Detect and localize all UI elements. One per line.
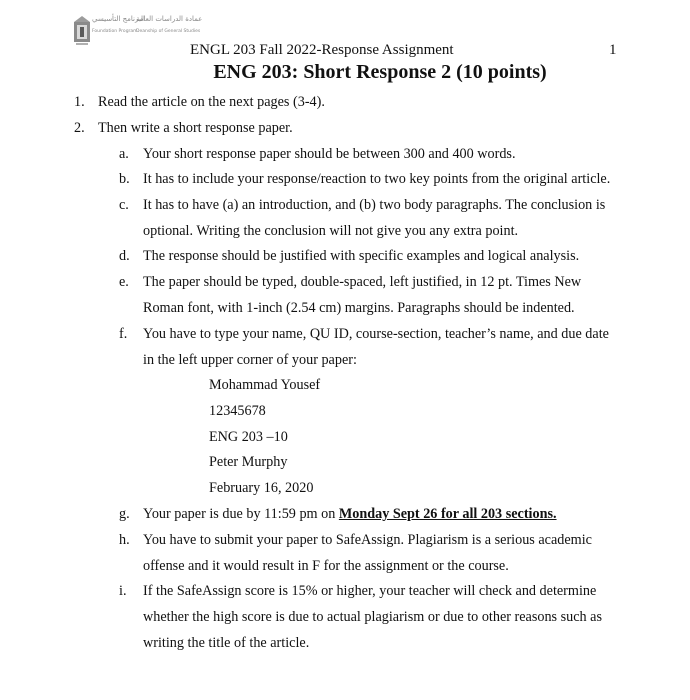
item-b-line-1: It has to include your response/reaction to two key points from the original article. — [143, 171, 611, 187]
item-i-line-2: whether the high score is due to actual plagiarism or due to other reasons such as — [143, 609, 602, 625]
example-teacher-name: Peter Murphy — [209, 454, 288, 470]
item-c-line-2: optional. Writing the conclusion will not give you any extra point. — [143, 223, 519, 239]
item-i-line-1: If the SafeAssign score is 15% or higher, your teacher will check and determine — [143, 583, 597, 599]
item-e-marker: e. — [119, 274, 129, 290]
logo-english-right: Deanship of General Studies — [136, 29, 201, 34]
logo-arabic-right: عمادة الدراسات العامة — [136, 15, 203, 23]
item-g-marker: g. — [119, 506, 130, 522]
item-f-marker: f. — [119, 326, 128, 342]
item-e-line-1: The paper should be typed, double-spaced, left justified, in 12 pt. Times New — [143, 274, 582, 290]
example-due-date: February 16, 2020 — [209, 480, 314, 496]
university-logo — [74, 14, 203, 54]
running-head: ENGL 203 Fall 2022-Response Assignment — [190, 42, 454, 58]
item-h-marker: h. — [119, 532, 130, 548]
item-f-line-1: You have to type your name, QU ID, course-section, teacher’s name, and due date — [143, 326, 609, 342]
example-course-section: ENG 203 –10 — [209, 429, 288, 445]
item-b-marker: b. — [119, 171, 130, 187]
item-g-line-1 — [143, 505, 557, 523]
step-2-marker: 2. — [74, 120, 85, 136]
item-h-line-2: offense and it would result in F for the assignment or the course. — [143, 558, 509, 574]
item-a-line-1: Your short response paper should be between 300 and 400 words. — [143, 146, 516, 162]
item-i-line-3: writing the title of the article. — [143, 635, 310, 651]
logo-arabic-left: البرنامج التأسيسي — [92, 15, 146, 23]
step-2-text: Then write a short response paper. — [98, 120, 293, 136]
item-g-text: Your paper is due by 11:59 pm on — [143, 506, 339, 522]
item-d-marker: d. — [119, 248, 130, 264]
item-d-line-1: The response should be justified with specific examples and logical analysis. — [143, 248, 580, 264]
item-f-line-2: in the left upper corner of your paper: — [143, 352, 357, 368]
logo-emblem-icon — [74, 14, 90, 54]
example-qu-id: 12345678 — [209, 403, 266, 419]
page-number: 1 — [609, 42, 617, 58]
logo-english-left: Foundation Program — [92, 29, 138, 34]
item-c-marker: c. — [119, 197, 129, 213]
item-i-marker: i. — [119, 583, 127, 599]
page-title: ENG 203: Short Response 2 (10 points) — [213, 61, 547, 83]
due-date-emphasis: Monday Sept 26 for all 203 sections. — [338, 506, 557, 522]
item-a-marker: a. — [119, 146, 129, 162]
item-c-line-1: It has to have (a) an introduction, and (b) two body paragraphs. The conclusion is — [143, 197, 606, 213]
item-h-line-1: You have to submit your paper to SafeAssign. Plagiarism is a serious academic — [143, 532, 592, 548]
step-1-text: Read the article on the next pages (3-4). — [98, 94, 325, 110]
step-1-marker: 1. — [74, 94, 85, 110]
item-e-line-2: Roman font, with 1-inch (2.54 cm) margins. Paragraphs should be indented. — [143, 300, 575, 316]
example-student-name: Mohammad Yousef — [209, 377, 321, 393]
